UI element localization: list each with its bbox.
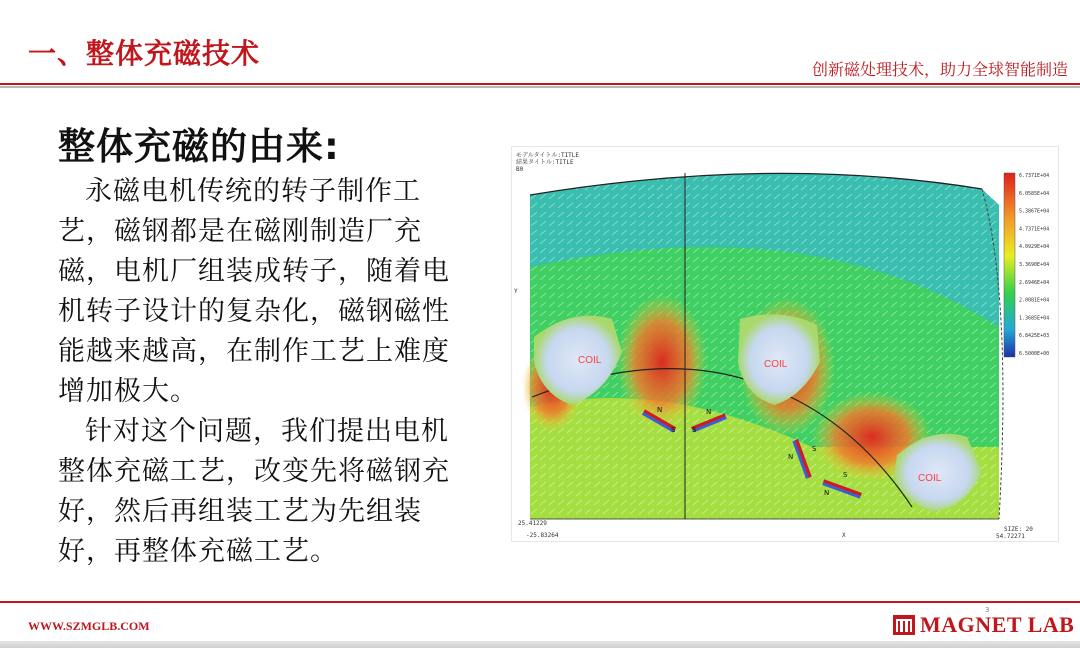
coordinate-label: 25.41229 [518, 520, 547, 527]
pole-label-s: S [812, 445, 817, 453]
color-scale-tick-label: 4.7371E+04 [1019, 226, 1050, 233]
pole-label-s: S [843, 471, 848, 479]
pole-label-s: S [671, 426, 676, 434]
header-divider-shadow [0, 86, 1080, 88]
color-scale-tick-label: 2.6946E+04 [1019, 279, 1050, 286]
header-divider [0, 83, 1080, 85]
coordinate-label: SIZE: 20 [1004, 526, 1033, 533]
color-scale-tick-label: 4.0929E+04 [1019, 244, 1050, 251]
color-scale-tick-label: 6.7371E+04 [1019, 173, 1050, 179]
coil-label: COIL [918, 473, 942, 484]
pole-label-n: N [788, 453, 794, 461]
pole-label-n: N [657, 406, 663, 414]
color-scale-tick-label: 6.5000E+00 [1019, 351, 1050, 357]
footer-divider [0, 601, 1080, 603]
logo-text: MAGNET LAB [920, 612, 1075, 637]
color-scale-bar [1004, 173, 1015, 357]
coordinate-label: -25.83264 [526, 532, 559, 539]
pole-label-n: N [824, 489, 830, 497]
field-plot [512, 147, 1058, 541]
y-axis-label: Y [514, 288, 518, 295]
color-scale-tick-label: 6.8425E+03 [1019, 333, 1050, 340]
body-text [58, 172, 472, 572]
coil-label: COIL [578, 355, 602, 366]
page-title: 一、整体充磁技术 [28, 37, 261, 70]
color-scale-tick-label: 3.3690E+04 [1019, 262, 1050, 268]
figure-quantity-label: B0 [516, 166, 524, 173]
figure-result-title: 結果タイトル:TITLE [516, 159, 574, 166]
bottom-bar [0, 641, 1080, 648]
color-scale-tick-label: 6.0585E+04 [1019, 190, 1050, 197]
paragraph: 针对这个问题，我们提出电机整体充磁工艺，改变先将磁钢充好，然后再组装工艺为先组装好，再整体充磁工艺。 [58, 416, 450, 567]
color-scale-labels [1019, 173, 1049, 357]
paragraph: 永磁电机传统的转子制作工艺，磁钢都是在磁刚制造厂充磁，电机厂组装成转子，随着电机转子设计的复杂化，磁钢磁性能越来越高，在制作工艺上难度增加极大。 [58, 176, 450, 407]
color-scale-tick-label: 1.3685E+04 [1019, 315, 1050, 322]
figure-model-title: モデルタイトル:TITLE [516, 152, 580, 159]
footer-url-link[interactable]: WWW.SZMGLB.COM [28, 619, 150, 633]
section-heading: 整体充磁的由来: [58, 125, 340, 168]
color-scale-tick-label: 5.3867E+04 [1019, 208, 1050, 215]
pole-label-n: N [706, 408, 712, 416]
color-scale-tick-label: 2.0081E+04 [1019, 297, 1050, 304]
coordinate-label: 54.72271 [996, 533, 1025, 540]
company-logo [892, 612, 1074, 638]
header-slogan: 创新磁处理技术，助力全球智能制造 [811, 60, 1068, 79]
magnet-lab-logo-icon [892, 613, 916, 637]
magnetization-simulation-figure [511, 146, 1059, 542]
coil-label: COIL [764, 359, 788, 370]
pole-label-s: S [692, 426, 697, 434]
x-axis-label: X [842, 532, 846, 539]
page-number: 3 [985, 606, 990, 614]
